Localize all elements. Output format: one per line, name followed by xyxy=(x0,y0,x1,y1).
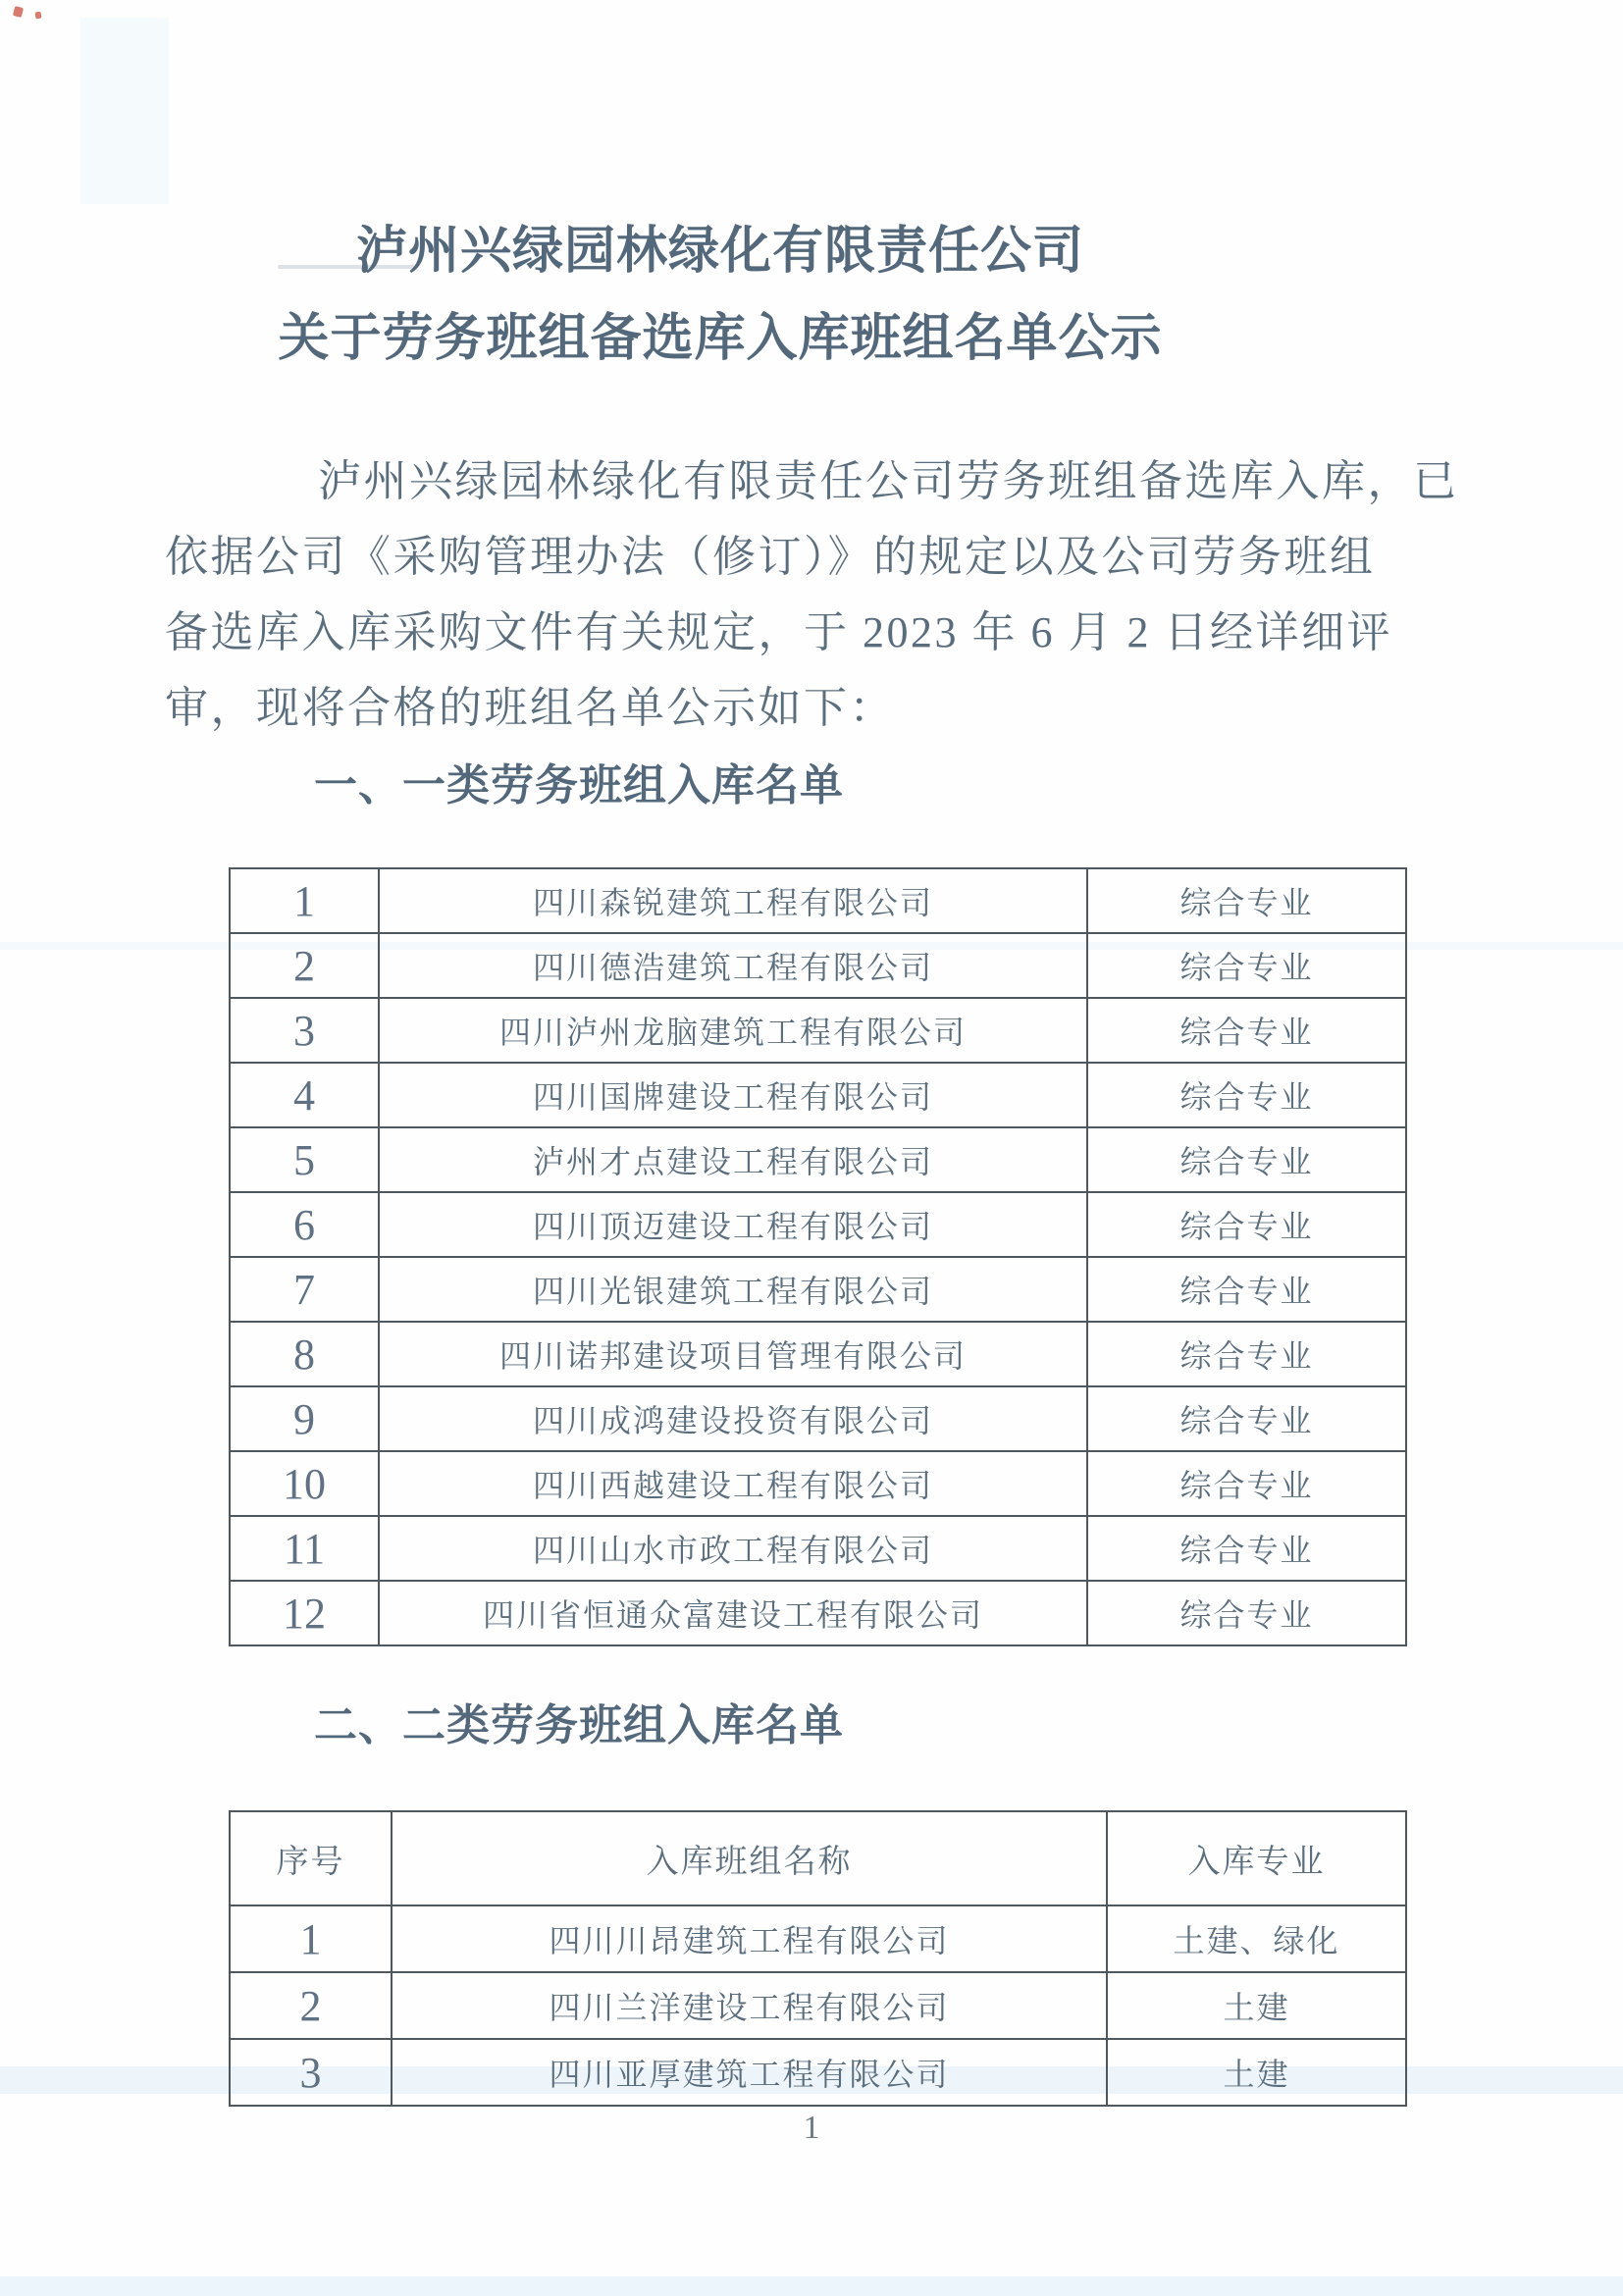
row-company-name: 四川光银建筑工程有限公司 xyxy=(379,1257,1087,1322)
paragraph-line: 审，现将合格的班组名单公示如下： xyxy=(165,684,895,732)
row-company-name: 泸州才点建设工程有限公司 xyxy=(379,1127,1087,1192)
row-specialty: 综合专业 xyxy=(1087,933,1406,998)
row-number: 3 xyxy=(230,998,379,1063)
row-specialty: 土建 xyxy=(1107,1972,1406,2039)
row-number: 2 xyxy=(230,1972,392,2039)
row-company-name: 四川顶迈建设工程有限公司 xyxy=(379,1192,1087,1257)
scan-smudge xyxy=(80,18,169,204)
table-row xyxy=(230,1905,1406,1972)
row-company-name: 四川泸州龙脑建筑工程有限公司 xyxy=(379,998,1087,1063)
table-row xyxy=(230,1322,1406,1386)
row-company-name: 四川山水市政工程有限公司 xyxy=(379,1516,1087,1581)
row-specialty: 综合专业 xyxy=(1087,1386,1406,1451)
column-header-no: 序号 xyxy=(230,1811,392,1905)
row-company-name: 四川诺邦建设项目管理有限公司 xyxy=(379,1322,1087,1386)
table-row xyxy=(230,1581,1406,1645)
section1-heading: 一、一类劳务班组入库名单 xyxy=(314,761,844,809)
intro-paragraph xyxy=(165,444,1459,746)
table-row xyxy=(230,2039,1406,2106)
row-specialty: 综合专业 xyxy=(1087,998,1406,1063)
table-row xyxy=(230,1972,1406,2039)
row-specialty: 综合专业 xyxy=(1087,1322,1406,1386)
document-title xyxy=(0,208,1440,383)
document-title-line1: 泸州兴绿园林绿化有限责任公司 xyxy=(355,223,1084,280)
row-company-name: 四川省恒通众富建设工程有限公司 xyxy=(379,1581,1087,1645)
document-title-line2: 关于劳务班组备选库入库班组名单公示 xyxy=(278,310,1163,367)
row-specialty: 综合专业 xyxy=(1087,868,1406,933)
row-company-name: 四川西越建设工程有限公司 xyxy=(379,1451,1087,1516)
row-specialty: 综合专业 xyxy=(1087,1451,1406,1516)
row-number: 12 xyxy=(230,1581,379,1645)
table-row xyxy=(230,933,1406,998)
row-specialty: 综合专业 xyxy=(1087,1192,1406,1257)
class2-teams-table xyxy=(229,1810,1407,2107)
red-speck-artifact xyxy=(34,12,41,20)
row-company-name: 四川川昂建筑工程有限公司 xyxy=(392,1905,1107,1972)
row-specialty: 土建、绿化 xyxy=(1107,1905,1406,1972)
row-number: 7 xyxy=(230,1257,379,1322)
row-specialty: 综合专业 xyxy=(1087,1257,1406,1322)
table-row xyxy=(230,998,1406,1063)
row-number: 10 xyxy=(230,1451,379,1516)
row-specialty: 综合专业 xyxy=(1087,1063,1406,1127)
row-number: 1 xyxy=(230,868,379,933)
table-row xyxy=(230,1516,1406,1581)
section2-heading: 二、二类劳务班组入库名单 xyxy=(314,1701,844,1749)
row-company-name: 四川兰洋建设工程有限公司 xyxy=(392,1972,1107,2039)
paragraph-line: 泸州兴绿园林绿化有限责任公司劳务班组备选库入库，已 xyxy=(318,457,1459,505)
row-number: 3 xyxy=(230,2039,392,2106)
row-number: 5 xyxy=(230,1127,379,1192)
column-header-specialty: 入库专业 xyxy=(1107,1811,1406,1905)
row-number: 11 xyxy=(230,1516,379,1581)
row-company-name: 四川国牌建设工程有限公司 xyxy=(379,1063,1087,1127)
table-row xyxy=(230,1451,1406,1516)
row-company-name: 四川德浩建筑工程有限公司 xyxy=(379,933,1087,998)
row-specialty: 综合专业 xyxy=(1087,1127,1406,1192)
table-row xyxy=(230,1192,1406,1257)
row-company-name: 四川亚厚建筑工程有限公司 xyxy=(392,2039,1107,2106)
row-company-name: 四川成鸿建设投资有限公司 xyxy=(379,1386,1087,1451)
row-specialty: 综合专业 xyxy=(1087,1516,1406,1581)
table-row xyxy=(230,1386,1406,1451)
row-company-name: 四川森锐建筑工程有限公司 xyxy=(379,868,1087,933)
table-row xyxy=(230,1257,1406,1322)
table-row xyxy=(230,868,1406,933)
paragraph-line: 备选库入库采购文件有关规定，于 2023 年 6 月 2 日经详细评 xyxy=(165,608,1392,656)
column-header-name: 入库班组名称 xyxy=(392,1811,1107,1905)
row-number: 9 xyxy=(230,1386,379,1451)
row-specialty: 土建 xyxy=(1107,2039,1406,2106)
paragraph-line: 依据公司《采购管理办法（修订）》的规定以及公司劳务班组 xyxy=(165,533,1376,581)
row-number: 8 xyxy=(230,1322,379,1386)
class1-teams-table xyxy=(229,867,1407,1646)
row-number: 1 xyxy=(230,1905,392,1972)
row-number: 2 xyxy=(230,933,379,998)
red-speck-artifact xyxy=(13,6,24,18)
row-specialty: 综合专业 xyxy=(1087,1581,1406,1645)
page-number: 1 xyxy=(803,2110,820,2146)
table-row xyxy=(230,1127,1406,1192)
row-number: 6 xyxy=(230,1192,379,1257)
table-header-row xyxy=(230,1811,1406,1905)
table-row xyxy=(230,1063,1406,1127)
scan-band xyxy=(0,2276,1623,2296)
row-number: 4 xyxy=(230,1063,379,1127)
